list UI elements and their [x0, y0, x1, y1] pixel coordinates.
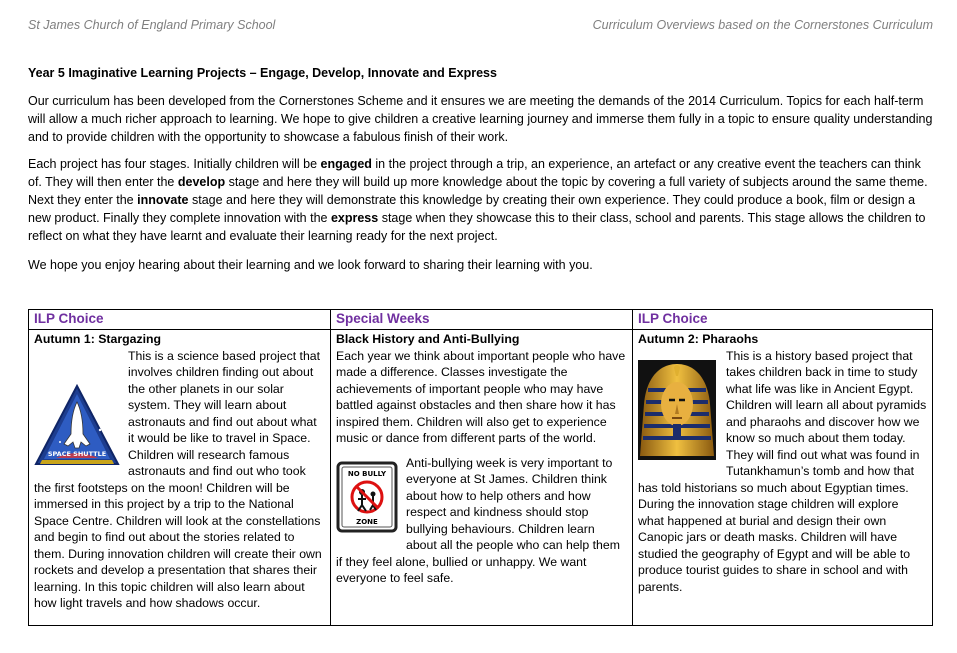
project-text-stargazing: This is a science based project that involves children finding out about the other planets in our solar system. They will learn about astronauts and find out about what it would be like to travel in Space. Children will research famous astronauts and find out who took the first footsteps on the moon! Children will be immersed in this project by a trip to the National Space Centre. Children will look at the constellations and begin to find out about the stories related to them. During innovation children will create their own rockets and develop a presentation that shares their learning. In this topic children will also learn about how light travels and how shadows occur. [34, 348, 322, 610]
p2-part-c: stage and here they will build up more knowledge about the topic by covering a full variety of subjects around the same theme. Next they enter the [28, 175, 928, 207]
cell-pharaohs [633, 330, 933, 626]
intro-paragraph-3-text: We hope you enjoy hearing about their learning and we look forward to sharing their learning with you. [28, 258, 593, 272]
tutankhamun-mask-image [638, 360, 716, 465]
p2-develop: develop [177, 175, 226, 189]
cell-special-weeks [331, 330, 633, 626]
project-text-pharaohs: This is a history based project that takes children back in time to study what life was like in Ancient Egypt. Children will learn all about pyramids and pharaohs and discover how we know so much about them today. They will find out what was found in Tutankhamun’s tomb and how that has told historians so much about Egyptian times. During the innovation stage children will explore what happened at burial and design their own Canopic jars or death masks. Children will have studied the geography of Egypt and will be able to produce tourist guides to share in school and with parents. [638, 348, 927, 594]
column-header-special-weeks: Special Weeks [331, 310, 633, 330]
curriculum-header: Curriculum Overviews based on the Cornerstones Curriculum [592, 18, 933, 32]
space-shuttle-image [34, 384, 120, 473]
intro-paragraph-1-text: Our curriculum has been developed from the Cornerstones Scheme and it ensures we are meeting the demands of the 2014 Curriculum. Topics for each half-term will allow a much richer approach to learning. We hope to give children a creative learning journey and immerse them fully in a topic to ensure quality understanding and to provide children with the opportunity to showcase a fabulous finish of their work. [28, 94, 933, 144]
p2-innovate: innovate [137, 193, 189, 207]
column-header-ilp-choice-2: ILP Choice [633, 310, 933, 330]
page-title: Year 5 Imaginative Learning Projects – Engage, Develop, Innovate and Express [28, 66, 497, 80]
project-title-black-history: Black History and Anti-Bullying [336, 332, 520, 346]
intro-paragraph-2 [28, 155, 934, 245]
sign-top-text: NO BULLY [347, 469, 387, 478]
intro-paragraph-3 [28, 256, 934, 274]
p2-part-b: in the project through a trip, an experience, an artefact or any creative event the teachers can think of. They will then enter the [28, 157, 921, 189]
project-title-stargazing: Autumn 1: Stargazing [34, 332, 162, 346]
projects-table [28, 309, 933, 626]
no-bully-zone-icon [336, 461, 398, 533]
space-shuttle-caption: SPACE SHUTTLE [47, 449, 107, 458]
sign-bottom-text: ZONE [356, 517, 378, 526]
anti-bullying-text: Anti-bullying week is very important to everyone at St James. Children think about how to help others and how respect and kindness should stop bullying behaviours. Children learn about all the people who can help them if they feel alone, bullied or unhappy. We want everyone to feel safe. [336, 455, 620, 585]
no-bully-zone-image [336, 461, 398, 538]
intro-paragraph-1 [28, 92, 934, 146]
pharaoh-mask-icon [638, 360, 716, 460]
table-row [29, 330, 933, 626]
space-shuttle-icon [34, 384, 120, 468]
school-name-header: St James Church of England Primary School [28, 18, 276, 32]
p2-engaged: engaged [320, 157, 372, 171]
project-title-pharaohs: Autumn 2: Pharaohs [638, 332, 759, 346]
black-history-text: Each year we think about important people who have made a difference. Classes investigate the achievements of important people who may have battled against obstacles and then share how it has inspired them. Children will also get to experience music or dance from different parts of the world. [336, 348, 626, 445]
table-header-row [29, 310, 933, 330]
p2-express: express [330, 211, 379, 225]
cell-stargazing [29, 330, 331, 626]
p2-part-a: Each project has four stages. Initially children will be [28, 157, 321, 171]
column-header-ilp-choice-1: ILP Choice [29, 310, 331, 330]
p2-part-d: stage and here they will demonstrate this knowledge by creating their own experience. They could produce a book, film or design a new product. Finally they complete innovation with the [28, 193, 916, 225]
p2-part-e: stage when they showcase this to their class, school and parents. This stage allows the children to reflect on what they have learnt and evaluate their learning ready for the next project. [28, 211, 926, 243]
